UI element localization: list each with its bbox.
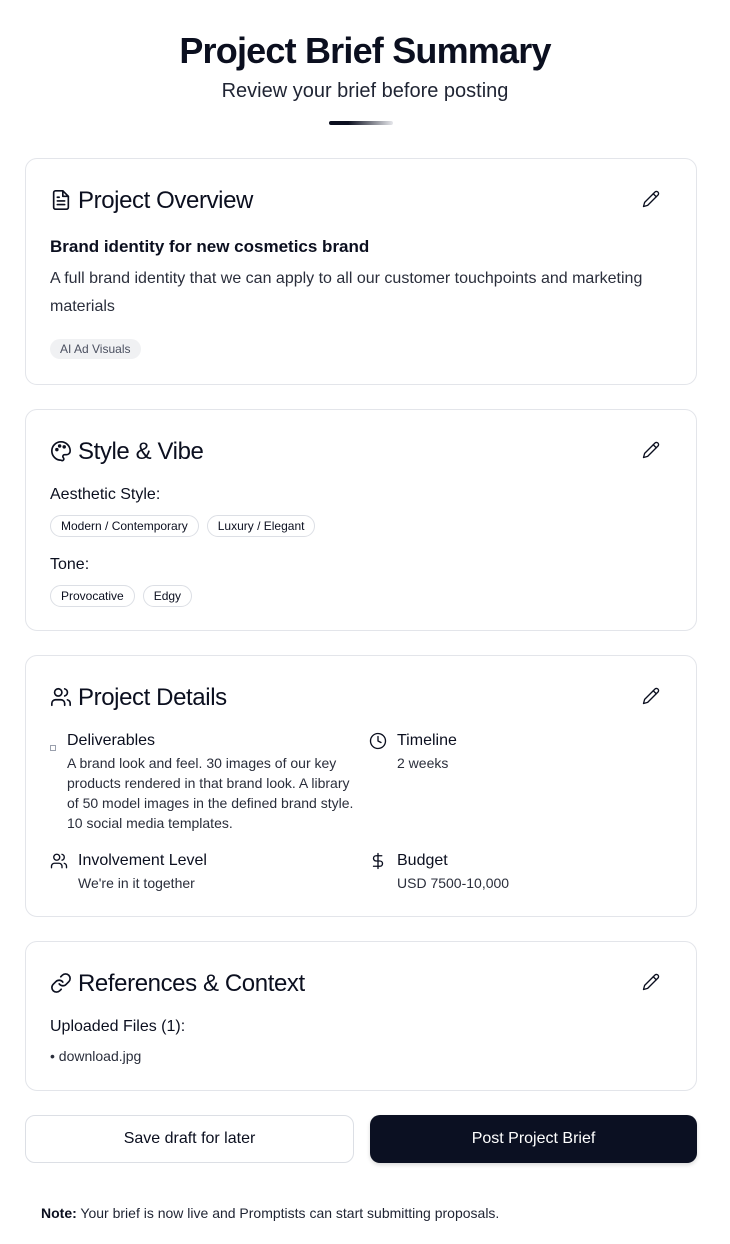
card-header — [50, 186, 672, 216]
involvement-label: Involvement Level — [78, 852, 207, 869]
budget-value: USD 7500-10,000 — [397, 875, 510, 891]
tone-tag: Edgy — [143, 585, 192, 607]
edit-style-button[interactable] — [638, 439, 664, 465]
dollar-icon — [369, 852, 387, 870]
card-header — [50, 437, 672, 467]
note-text: Your brief is now live and Promptists can start submitting proposals. — [76, 1205, 500, 1221]
budget-label: Budget — [397, 852, 448, 869]
pencil-icon — [642, 441, 660, 464]
pencil-icon — [642, 190, 660, 213]
users-icon — [50, 686, 72, 708]
references-card — [25, 941, 697, 1091]
project-description: A full brand identity that we can apply to all our customer touchpoints and marketing materials — [50, 270, 643, 315]
aesthetic-tag: Modern / Contemporary — [50, 515, 199, 537]
aesthetic-style-label: Aesthetic Style: — [50, 486, 161, 503]
card-title: Project Overview — [78, 187, 253, 214]
timeline-value: 2 weeks — [397, 755, 449, 771]
deliverables-label: Deliverables — [67, 732, 156, 749]
post-project-brief-button[interactable]: Post Project Brief — [370, 1115, 697, 1163]
uploaded-files-label: Uploaded Files (1): — [50, 1018, 186, 1035]
pencil-icon — [642, 973, 660, 996]
info-note — [41, 1205, 499, 1221]
page-title: Project Brief Summary — [179, 30, 551, 71]
timeline-label: Timeline — [397, 732, 457, 749]
card-title: Project Details — [78, 684, 227, 711]
edit-overview-button[interactable] — [638, 188, 664, 214]
aesthetic-tags — [50, 515, 315, 537]
edit-references-button[interactable] — [638, 971, 664, 997]
header-divider — [329, 121, 393, 125]
clock-icon — [369, 732, 387, 750]
card-title: Style & Vibe — [78, 438, 204, 465]
edit-details-button[interactable] — [638, 685, 664, 711]
document-icon — [50, 189, 72, 211]
users-icon — [50, 852, 68, 870]
tone-label: Tone: — [50, 556, 90, 573]
uploaded-file-item[interactable]: • download.jpg — [50, 1048, 142, 1064]
card-header — [50, 683, 672, 713]
palette-icon — [50, 440, 72, 462]
package-icon — [50, 738, 56, 744]
link-icon — [50, 972, 72, 994]
project-name: Brand identity for new cosmetics brand — [50, 237, 370, 256]
tone-tag: Provocative — [50, 585, 135, 607]
pencil-icon — [642, 687, 660, 710]
tone-tags — [50, 585, 192, 607]
category-tag: AI Ad Visuals — [50, 339, 141, 359]
note-prefix: Note: — [41, 1205, 77, 1221]
aesthetic-tag: Luxury / Elegant — [207, 515, 316, 537]
deliverables-value: A brand look and feel. 30 images of our key products rendered in that brand look. A library of 50 model images in the defined brand style. 10 social media templates. — [67, 755, 354, 831]
card-title: References & Context — [78, 970, 305, 997]
save-draft-button[interactable]: Save draft for later — [25, 1115, 354, 1163]
project-overview-card — [25, 158, 697, 385]
project-details-card — [25, 655, 697, 917]
involvement-value: We're in it together — [78, 875, 195, 891]
card-header — [50, 969, 672, 999]
style-vibe-card — [25, 409, 697, 631]
page-subtitle: Review your brief before posting — [221, 80, 509, 102]
